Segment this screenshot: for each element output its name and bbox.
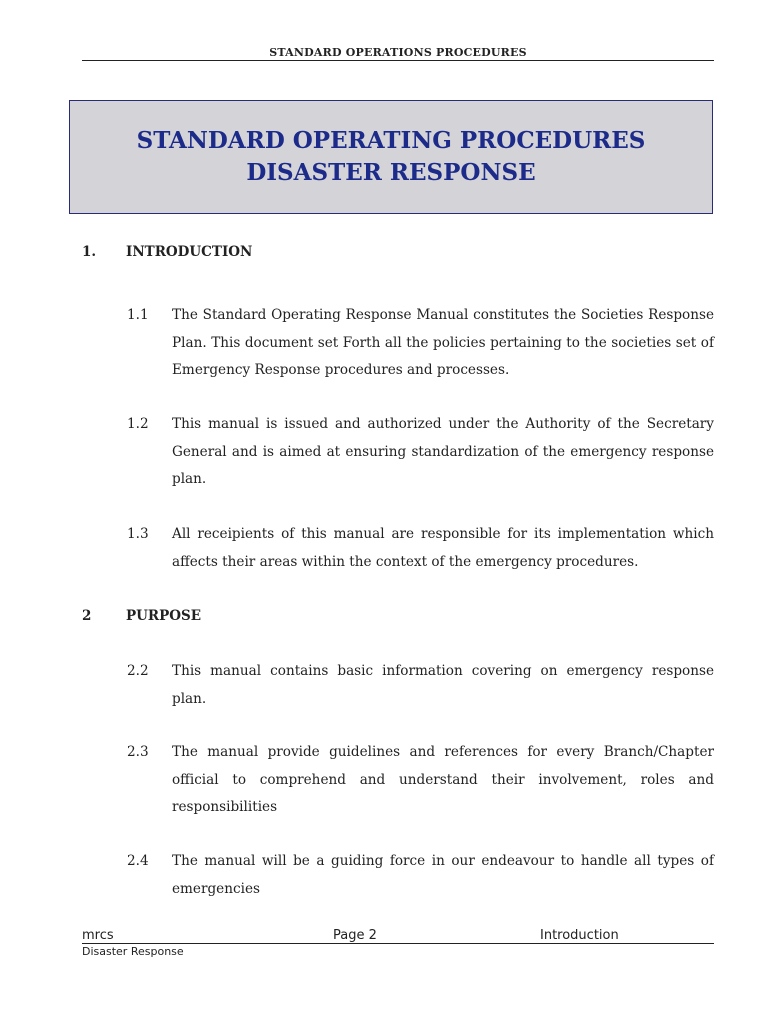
section-title: INTRODUCTION [126, 244, 253, 260]
footer-document-title: Disaster Response [82, 945, 184, 958]
paragraph-text: The Standard Operating Response Manual constitutes the Societies Response Plan. This document set Forth all the policies pertaining to the societies set of Emergency Response procedures and processes. [172, 307, 714, 378]
paragraph-number: 1.3 [127, 526, 149, 542]
paragraph-2-4 [127, 848, 714, 903]
footer-section: Introduction [540, 928, 619, 943]
running-header: STANDARD OPERATIONS PROCEDURES [269, 46, 527, 59]
paragraph-number: 2.2 [127, 663, 149, 679]
paragraph-text: All receipients of this manual are responsible for its implementation which affects their areas within the context of the emergency procedures. [172, 526, 714, 570]
paragraph-1-3 [127, 521, 714, 576]
title-line-2: DISASTER RESPONSE [246, 159, 536, 186]
paragraph-number: 2.3 [127, 744, 149, 760]
paragraph-text: This manual is issued and authorized under the Authority of the Secretary General and is aimed at ensuring standardization of the emergency response plan. [172, 416, 714, 487]
paragraph-number: 1.2 [127, 416, 149, 432]
section-number: 2 [82, 608, 92, 624]
header-rule [82, 60, 714, 61]
paragraph-text: The manual provide guidelines and references for every Branch/Chapter official to comprehend and understand their involvement, roles and responsibilities [172, 744, 714, 815]
section-number: 1. [82, 244, 97, 260]
paragraph-text: This manual contains basic information covering on emergency response plan. [172, 663, 714, 707]
paragraph-number: 2.4 [127, 853, 149, 869]
paragraph-1-2 [127, 411, 714, 494]
footer-rule [82, 943, 714, 944]
footer-org: mrcs [82, 928, 114, 943]
section-title: PURPOSE [126, 608, 202, 624]
paragraph-2-2 [127, 658, 714, 713]
footer-page-number: Page 2 [333, 928, 377, 943]
title-line-1: STANDARD OPERATING PROCEDURES [136, 127, 646, 154]
paragraph-number: 1.1 [127, 307, 149, 323]
paragraph-2-3 [127, 739, 714, 822]
paragraph-1-1 [127, 302, 714, 385]
paragraph-text: The manual will be a guiding force in our endeavour to handle all types of emergencies [172, 853, 714, 897]
title-box [69, 100, 713, 214]
